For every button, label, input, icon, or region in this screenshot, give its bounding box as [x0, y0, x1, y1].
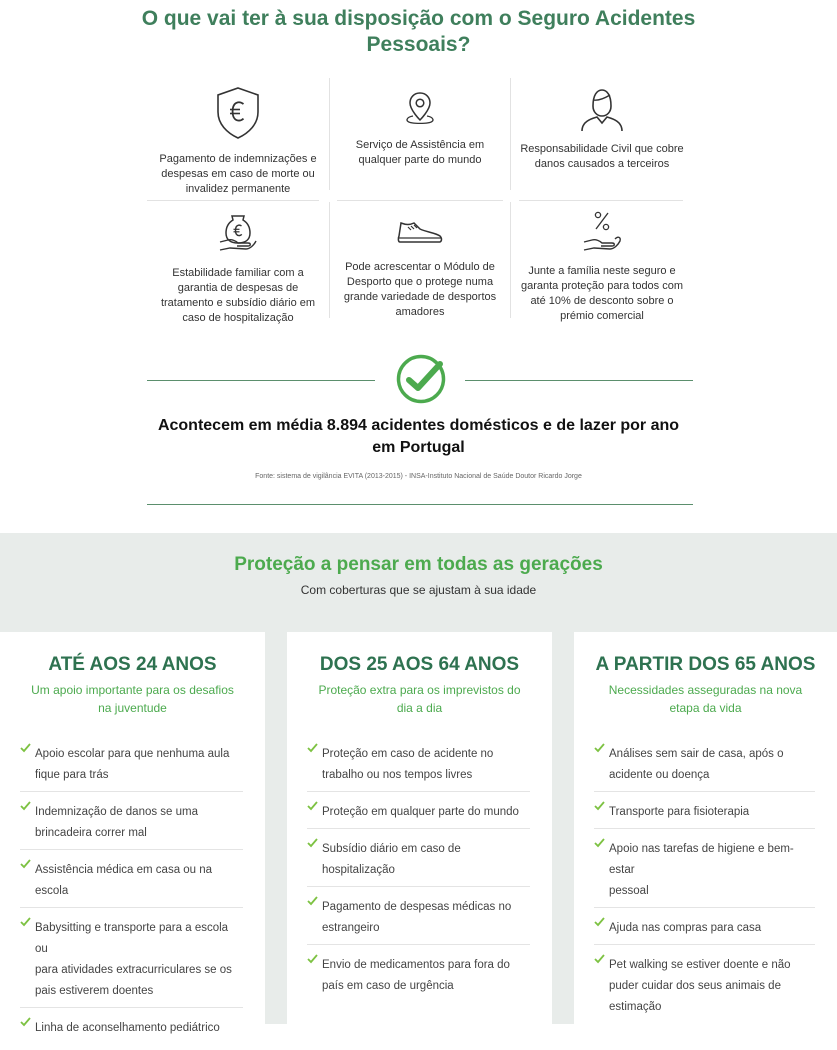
percent-hand-icon [582, 210, 622, 252]
list-item-text: Pagamento de despesas médicas no [322, 901, 512, 913]
euro-shield-icon [215, 86, 261, 140]
page-title-line-1: O que vai ter à sua disposição com o Seguro Acidentes [141, 7, 696, 30]
grid-divider [519, 200, 683, 201]
feature-text: invalidez permanente [185, 183, 291, 195]
check-icon [307, 743, 318, 753]
feature-text: amadores [395, 306, 445, 318]
check-icon [20, 917, 31, 927]
card-title: A PARTIR DOS 65 ANOS [595, 654, 816, 675]
stat-headline [0, 415, 837, 459]
list-item [20, 856, 243, 908]
card-subtitle-line: Necessidades asseguradas na nova [608, 683, 803, 697]
feature-text: prémio comercial [560, 310, 644, 322]
card-subtitle-line: Um apoio importante para os desafios [31, 683, 234, 697]
feature-text: Junte a família neste seguro e [528, 265, 676, 277]
divider-line [147, 380, 375, 381]
stat-divider [147, 353, 693, 409]
person-icon [579, 86, 625, 132]
feature-text: danos causados a terceiros [534, 158, 670, 170]
list-item [20, 1014, 243, 1044]
list-item [307, 798, 530, 829]
list-item-text: puder cuidar dos seus animais de [609, 980, 781, 992]
card-subtitle [20, 681, 245, 717]
card-subtitle-line: Proteção extra para os imprevistos do [318, 683, 521, 697]
stat-source: Fonte: sistema de vigilância EVITA (2013-2015) - INSA-Instituto Nacional de Saúde Doutor Ricardo Jorge [255, 473, 582, 480]
list-item-text: estrangeiro [322, 922, 380, 934]
list-item-text: hospitalização [322, 864, 395, 876]
divider-line [465, 380, 693, 381]
card-title: ATÉ AOS 24 ANOS [48, 654, 217, 675]
list-item-text: estimação [609, 1001, 662, 1013]
list-item-text: Assistência médica em casa ou na escola [35, 864, 213, 897]
list-item-text: Apoio nas tarefas de higiene e bem-estar [609, 843, 794, 876]
feature-text: grande variedade de desportos [343, 291, 497, 303]
feature-text: garantia de despesas de [177, 282, 299, 294]
location-pin-icon [404, 90, 436, 126]
list-item [594, 835, 815, 908]
list-item-text: Babysitting e transporte para a escola ou [35, 922, 229, 955]
check-icon [307, 838, 318, 848]
list-item-text: Proteção em qualquer parte do mundo [322, 806, 519, 818]
check-icon [20, 743, 31, 753]
list-item-text: país em caso de urgência [322, 980, 454, 992]
check-icon [594, 838, 605, 848]
card-subtitle-line: dia a dia [396, 701, 443, 715]
feature-text: garanta proteção para todos com [520, 280, 684, 292]
list-item-text: pessoal [609, 885, 649, 897]
check-icon [594, 743, 605, 753]
feature-item [147, 86, 329, 197]
list-item-text: brincadeira correr mal [35, 827, 147, 839]
card-title: DOS 25 AOS 64 ANOS [319, 654, 520, 675]
list-item-text: fique para trás [35, 769, 109, 781]
coverage-list [20, 740, 243, 1050]
grid-divider [147, 200, 319, 201]
feature-text: Responsabilidade Civil que cobre [520, 143, 684, 155]
coverage-list [594, 740, 815, 1029]
feature-item [330, 218, 510, 320]
feature-item [147, 212, 329, 326]
check-icon [20, 1017, 31, 1027]
feature-text: despesas em caso de morte ou [161, 168, 315, 180]
stat-line-1: Acontecem em média 8.894 acidentes domésticos e de lazer por ano [157, 417, 680, 434]
stat-line-2: em Portugal [372, 439, 465, 456]
list-item-text: Linha de aconselhamento pediátrico [35, 1022, 220, 1034]
feature-text: Serviço de Assistência em [355, 139, 485, 151]
list-item-text: Envio de medicamentos para fora do [322, 959, 510, 971]
list-item-text: Proteção em caso de acidente no [322, 748, 494, 760]
feature-text: caso de hospitalização [182, 312, 294, 324]
list-item [307, 740, 530, 792]
page-title [0, 6, 837, 58]
list-item-text: Apoio escolar para que nenhuma aula [35, 748, 230, 760]
list-item [594, 951, 815, 1023]
list-item-text: Indemnização de danos se uma [35, 806, 199, 818]
check-icon [307, 954, 318, 964]
list-item [307, 835, 530, 887]
card-subtitle-line: etapa da vida [669, 701, 742, 715]
check-icon [594, 917, 605, 927]
list-item [594, 914, 815, 945]
check-icon [307, 896, 318, 906]
generations-subtitle: Com coberturas que se ajustam à sua idade [300, 583, 537, 597]
age-card-under-24 [0, 632, 265, 1034]
check-icon [594, 801, 605, 811]
list-item-text: Análises sem sair de casa, após o [609, 748, 784, 760]
feature-text: Estabilidade familiar com a [172, 267, 304, 279]
list-item-text: Subsídio diário em caso de [322, 843, 461, 855]
list-item-text: Transporte para fisioterapia [609, 806, 750, 818]
list-item [307, 951, 530, 1002]
feature-item [330, 90, 510, 168]
page-title-line-2: Pessoais? [366, 33, 471, 56]
check-icon [20, 859, 31, 869]
feature-text: qualquer parte do mundo [358, 154, 482, 166]
list-item-text: para atividades extracurriculares se os [35, 964, 232, 976]
list-item [594, 798, 815, 829]
list-item [20, 914, 243, 1008]
grid-divider [337, 200, 503, 201]
list-item [594, 740, 815, 792]
list-item [307, 893, 530, 945]
features-grid [147, 78, 693, 324]
generations-title: Proteção a pensar em todas as gerações [234, 554, 603, 575]
list-item [20, 798, 243, 850]
feature-text: até 10% de desconto sobre o [530, 295, 674, 307]
feature-text: Pode acrescentar o Módulo de [345, 261, 495, 273]
list-item-text: pais estiverem doentes [35, 985, 154, 997]
list-item-text: Pet walking se estiver doente e não [609, 959, 791, 971]
check-icon [594, 954, 605, 964]
card-subtitle-line: na juventude [98, 701, 167, 715]
feature-text: Desporto que o protege numa [346, 276, 494, 288]
feature-item [511, 86, 693, 172]
check-circle-icon [395, 353, 447, 405]
list-item-text: Ajuda nas compras para casa [609, 922, 762, 934]
card-subtitle [594, 681, 817, 717]
feature-text: Pagamento de indemnizações e [159, 153, 317, 165]
coverage-list [307, 740, 530, 1008]
feature-item [511, 210, 693, 324]
list-item-text: trabalho ou nos tempos livres [322, 769, 473, 781]
sneaker-icon [396, 218, 444, 248]
feature-text: tratamento e subsídio diário em [160, 297, 316, 309]
card-subtitle [307, 681, 532, 717]
check-icon [307, 801, 318, 811]
check-icon [20, 801, 31, 811]
divider-line [147, 504, 693, 505]
euro-hand-icon [218, 212, 258, 252]
age-card-65-plus [574, 632, 837, 1024]
list-item-text: acidente ou doença [609, 769, 710, 781]
list-item [20, 740, 243, 792]
age-card-25-64 [287, 632, 552, 1024]
